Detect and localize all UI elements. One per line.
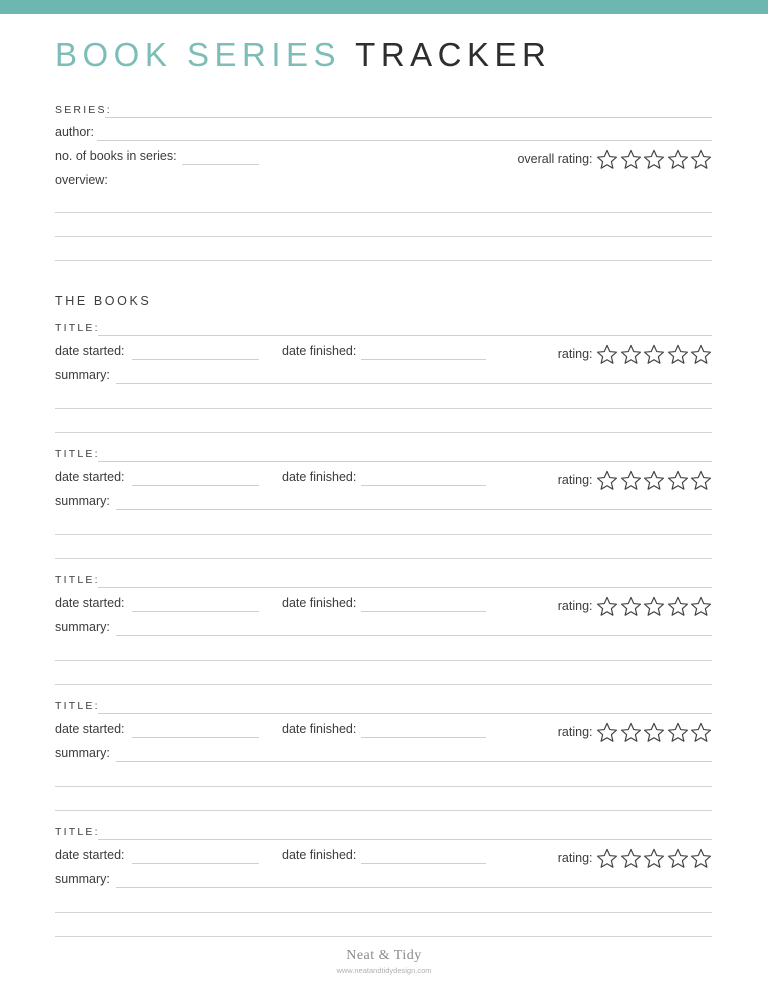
date-started-label: date started: [55,596,125,610]
books-section-heading: THE BOOKS [55,294,152,308]
date-started-input-line[interactable] [132,863,259,864]
summary-line[interactable] [55,660,712,661]
star-icon[interactable] [643,344,665,364]
book-title-row [55,318,712,336]
summary-line[interactable] [55,534,712,535]
star-icon[interactable] [596,596,618,616]
star-icon[interactable] [620,596,642,616]
book-title-row [55,444,712,462]
title-book-series: BOOK SERIES [55,36,342,73]
summary-input-line[interactable] [116,509,712,510]
star-icon[interactable] [620,149,642,169]
star-icon[interactable] [596,722,618,742]
book-summary-row [55,744,712,762]
summary-input-line[interactable] [116,761,712,762]
star-icon[interactable] [596,848,618,868]
book-title-row [55,570,712,588]
summary-input-line[interactable] [116,383,712,384]
overview-label: overview: [55,173,108,187]
summary-input-line[interactable] [116,887,712,888]
star-icon[interactable] [643,848,665,868]
date-started-input-line[interactable] [132,737,259,738]
date-finished-input-line[interactable] [361,611,486,612]
star-icon[interactable] [620,344,642,364]
books-count-input-line[interactable] [182,164,259,165]
book-rating-label: rating: [557,725,593,739]
title-tracker: TRACKER [355,36,552,73]
star-icon[interactable] [690,344,712,364]
book-title-label: TITLE: [55,574,100,586]
star-icon[interactable] [643,596,665,616]
star-icon[interactable] [596,344,618,364]
summary-line[interactable] [55,408,712,409]
book-summary-row [55,366,712,384]
summary-line[interactable] [55,936,712,937]
date-finished-input-line[interactable] [361,485,486,486]
book-rating-label: rating: [557,599,593,613]
page-title [55,36,551,74]
series-input-line[interactable] [105,117,712,118]
date-finished-label: date finished: [282,722,357,736]
book-rating [558,470,712,490]
book-rating [558,596,712,616]
book-summary-row [55,618,712,636]
book-title-input-line[interactable] [98,713,712,714]
overview-row [55,171,712,189]
summary-line[interactable] [55,684,712,685]
star-icon[interactable] [620,848,642,868]
author-label: author: [55,125,94,139]
summary-label: summary: [55,368,110,382]
book-title-input-line[interactable] [98,335,712,336]
date-finished-label: date finished: [282,344,357,358]
star-icon[interactable] [690,722,712,742]
star-icon[interactable] [690,848,712,868]
summary-line[interactable] [55,810,712,811]
series-row [55,100,712,118]
date-started-label: date started: [55,470,125,484]
book-summary-row [55,492,712,510]
book-dates-row [55,846,712,864]
book-dates-row [55,720,712,738]
star-icon[interactable] [620,470,642,490]
overview-line[interactable] [55,236,712,237]
overall-rating [517,149,712,169]
summary-label: summary: [55,872,110,886]
star-icon[interactable] [643,470,665,490]
star-icon[interactable] [690,470,712,490]
book-title-input-line[interactable] [98,587,712,588]
book-title-label: TITLE: [55,448,100,460]
star-icon[interactable] [643,722,665,742]
book-title-input-line[interactable] [98,839,712,840]
overview-line[interactable] [55,260,712,261]
book-rating-label: rating: [557,851,593,865]
summary-line[interactable] [55,912,712,913]
book-rating-label: rating: [557,347,593,361]
summary-line[interactable] [55,432,712,433]
overall-rating-label: overall rating: [517,152,593,166]
date-finished-input-line[interactable] [361,863,486,864]
date-finished-label: date finished: [282,848,357,862]
date-finished-input-line[interactable] [361,359,486,360]
date-started-input-line[interactable] [132,359,259,360]
summary-line[interactable] [55,786,712,787]
star-icon[interactable] [643,149,665,169]
overview-line[interactable] [55,212,712,213]
star-icon[interactable] [620,722,642,742]
books-count-row [55,147,712,165]
summary-label: summary: [55,494,110,508]
series-label: SERIES: [55,104,112,116]
book-title-label: TITLE: [55,826,100,838]
footer-brand: Neat & Tidy [346,948,422,963]
date-started-label: date started: [55,722,125,736]
star-icon[interactable] [596,149,618,169]
book-title-label: TITLE: [55,700,100,712]
date-started-input-line[interactable] [132,611,259,612]
star-icon[interactable] [596,470,618,490]
summary-label: summary: [55,746,110,760]
book-title-row [55,822,712,840]
star-icon[interactable] [667,848,689,868]
summary-line[interactable] [55,558,712,559]
book-rating [558,722,712,742]
book-dates-row [55,594,712,612]
books-count-label: no. of books in series: [55,149,177,163]
date-finished-label: date finished: [282,596,357,610]
book-title-row [55,696,712,714]
book-rating [558,344,712,364]
summary-input-line[interactable] [116,635,712,636]
top-accent-bar [0,0,768,14]
book-rating [558,848,712,868]
book-dates-row [55,468,712,486]
star-icon[interactable] [690,149,712,169]
star-icon[interactable] [667,722,689,742]
date-started-label: date started: [55,848,125,862]
date-started-label: date started: [55,344,125,358]
book-title-label: TITLE: [55,322,100,334]
star-icon[interactable] [690,596,712,616]
footer-url: www.neatandtidydesign.com [336,966,432,975]
book-rating-label: rating: [557,473,593,487]
star-icon[interactable] [667,596,689,616]
date-started-input-line[interactable] [132,485,259,486]
date-finished-input-line[interactable] [361,737,486,738]
star-icon[interactable] [667,470,689,490]
book-title-input-line[interactable] [98,461,712,462]
author-row [55,123,712,141]
star-icon[interactable] [667,344,689,364]
book-summary-row [55,870,712,888]
star-icon[interactable] [667,149,689,169]
author-input-line[interactable] [97,140,712,141]
summary-label: summary: [55,620,110,634]
date-finished-label: date finished: [282,470,357,484]
book-dates-row [55,342,712,360]
